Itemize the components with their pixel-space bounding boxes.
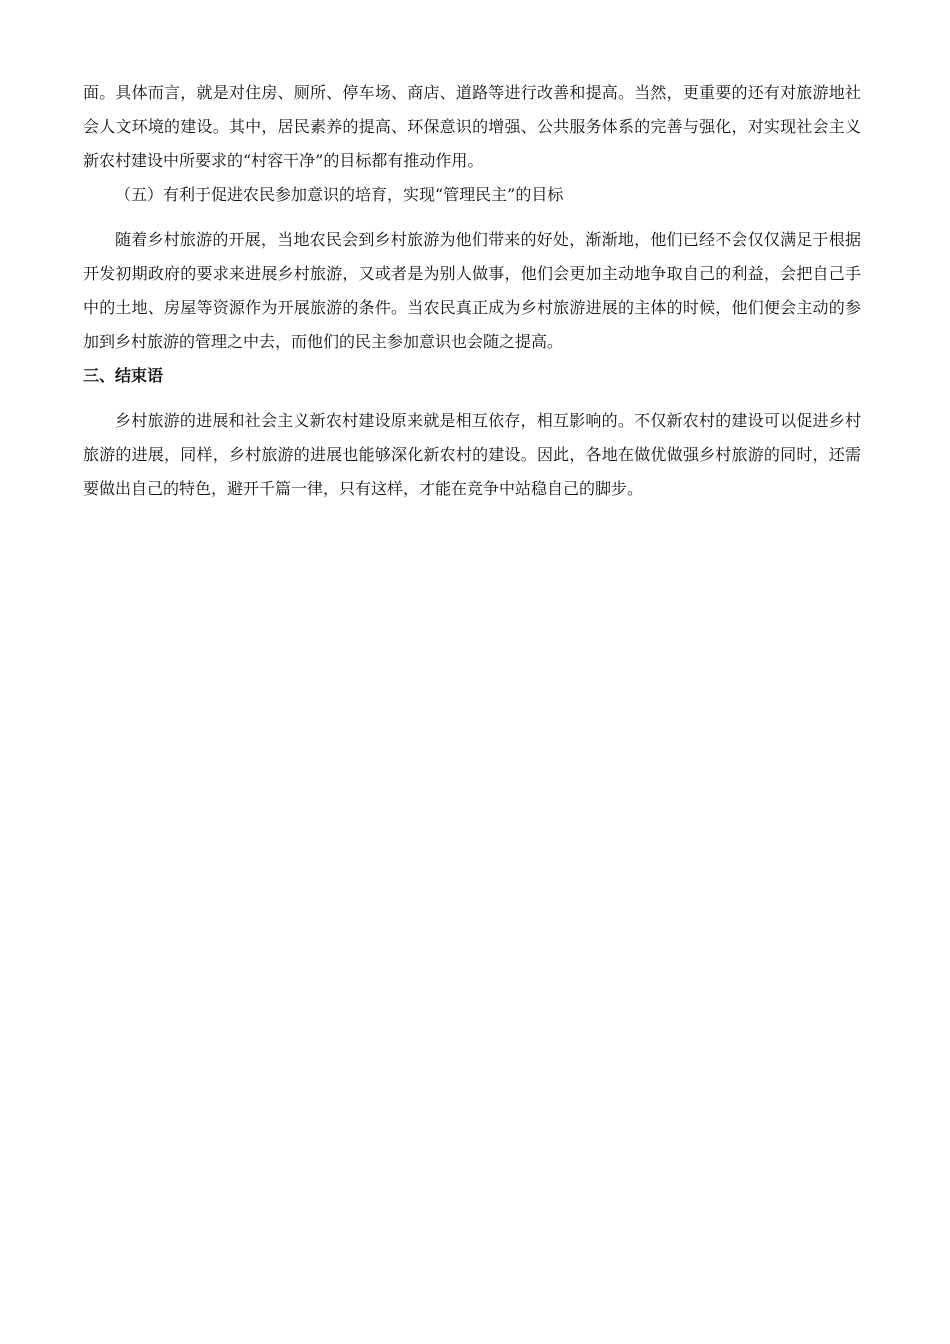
- section-title-conclusion: 三、结束语: [83, 366, 164, 385]
- subheading-management-democracy: （五）有利于促进农民参加意识的培育，实现“管理民主”的目标: [115, 185, 564, 204]
- document-page: [83, 76, 861, 506]
- paragraph-farmer-participation: 随着乡村旅游的开展，当地农民会到乡村旅游为他们带来的好处，渐渐地，他们已经不会仅仅满足于根据开发初期政府的要求来进展乡村旅游，又或者是为别人做事，他们会更加主动地争取自己的利益，会把自己手中的土地、房屋等资源作为开展旅游的条件。当农民真正成为乡村旅游进展的主体的时候，他们便会主动的参加到乡村旅游的管理之中去，而他们的民主参加意识也会随之提高。: [83, 230, 861, 351]
- paragraph-environment: 面。具体而言，就是对住房、厕所、停车场、商店、道路等进行改善和提高。当然，更重要的还有对旅游地社会人文环境的建设。其中，居民素养的提高、环保意识的增强、公共服务体系的完善与强化，对实现社会主义新农村建设中所要求的“村容干净”的目标都有推动作用。: [83, 83, 861, 170]
- paragraph-conclusion: 乡村旅游的进展和社会主义新农村建设原来就是相互依存，相互影响的。不仅新农村的建设可以促进乡村旅游的进展，同样，乡村旅游的进展也能够深化新农村的建设。因此，各地在做优做强乡村旅游的同时，还需要做出自己的特色，避开千篇一律，只有这样，才能在竞争中站稳自己的脚步。: [83, 411, 861, 498]
